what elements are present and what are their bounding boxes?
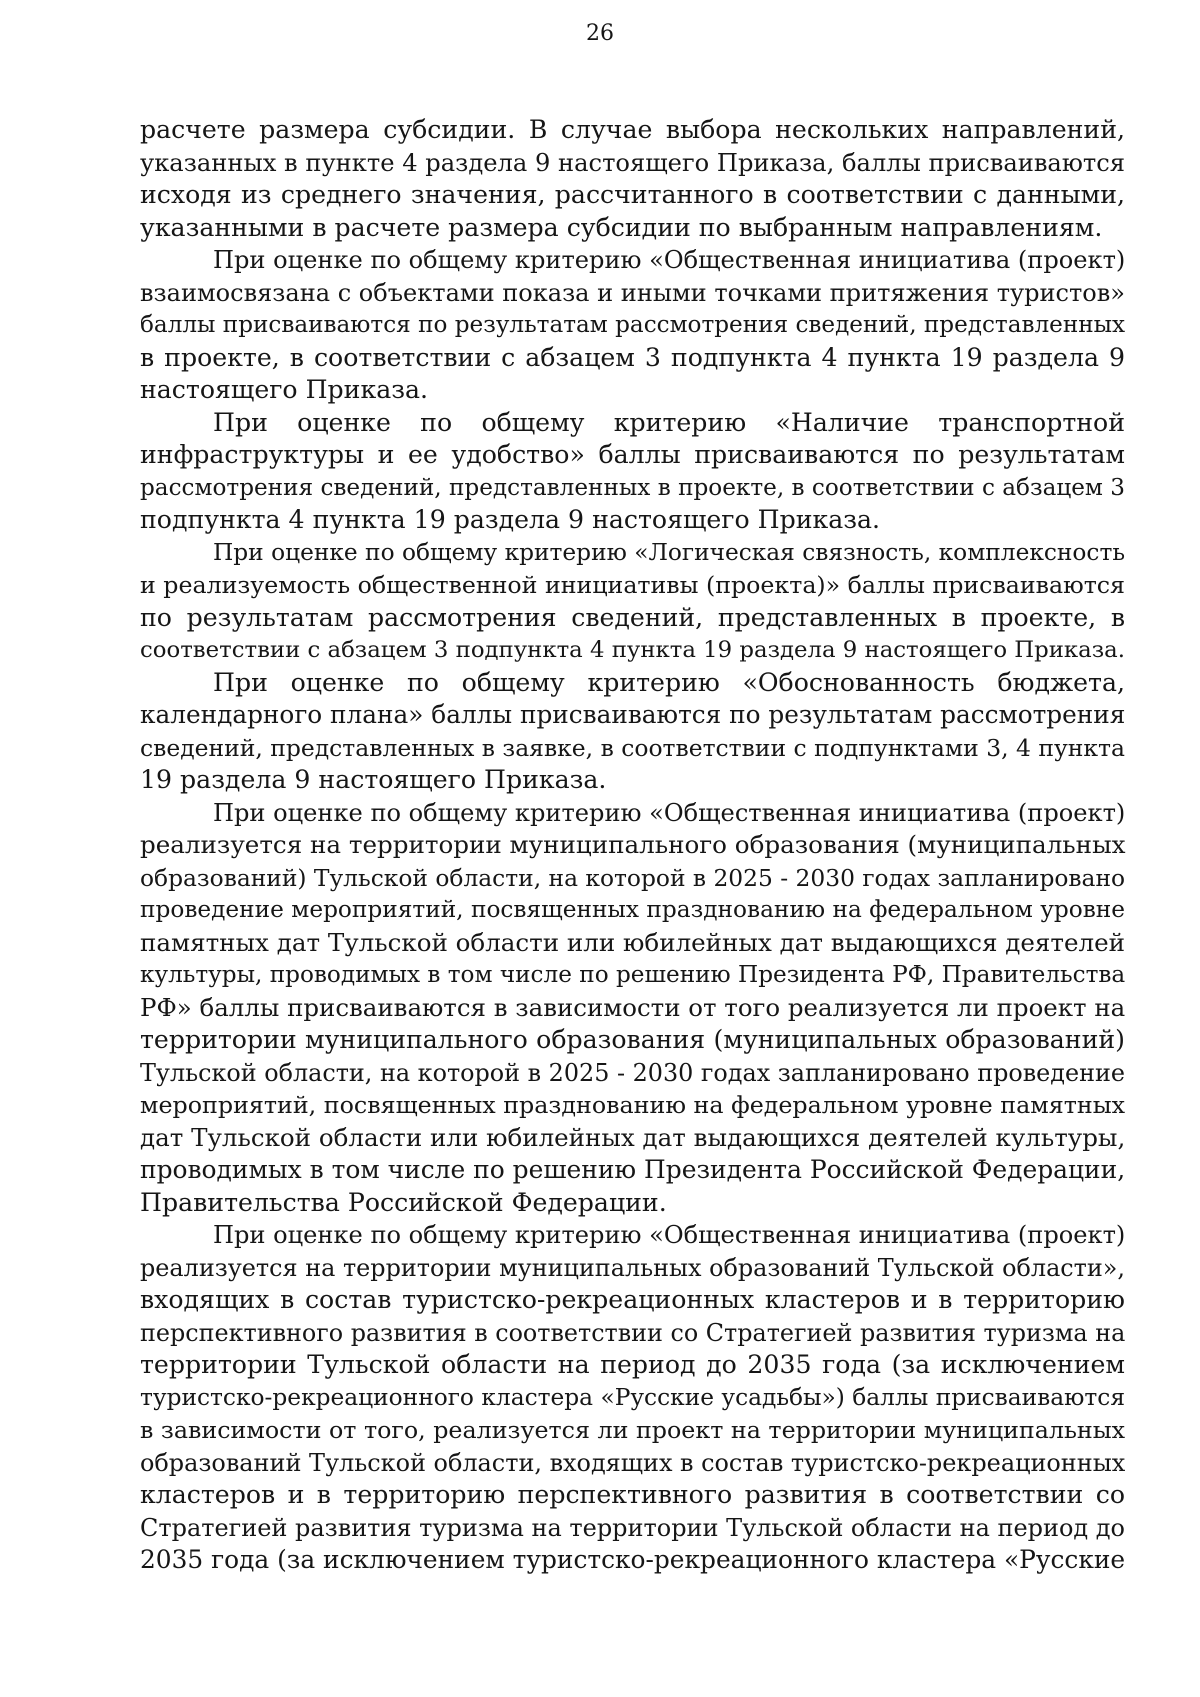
text-line: 19 раздела 9 настоящего Приказа. [140,765,607,794]
text-line: 2035 года (за исключением туристско-рекреационного кластера «Русские [140,1545,1126,1574]
text-line: перспективного развития в соответствии со Стратегией развития туризма на [140,1318,1126,1347]
text-line: проведение мероприятий, посвященных празднованию на федеральном уровне [140,896,1125,923]
text-line: мероприятий, посвященных празднованию на федеральном уровне памятных [140,1091,1125,1119]
text-line: РФ» баллы присваиваются в зависимости от того реализуется ли проект на [140,992,1126,1022]
text-line: подпункта 4 пункта 19 раздела 9 настоящего Приказа. [140,505,881,534]
text-line: При оценке по общему критерию «Общественная инициатива (проект) [213,1221,1126,1249]
text-line: указанных в пункте 4 раздела 9 настоящего Приказа, баллы присваиваются [140,148,1125,177]
text-line: в зависимости от того, реализуется ли проект на территории муниципальных [140,1416,1126,1444]
text-line: расчете размера субсидии. В случае выбора нескольких направлений, [140,115,1125,144]
text-line: соответствии с абзацем 3 подпункта 4 пункта 19 раздела 9 настоящего Приказа. [140,637,1125,663]
text-line: памятных дат Тульской области или юбилейных дат выдающихся деятелей [140,927,1125,957]
text-line: реализуется на территории муниципальных образований Тульской области», [140,1253,1125,1282]
text-line: сведений, представленных в заявке, в соответствии с подпунктами 3, 4 пункта [140,733,1125,762]
text-line: проводимых в том числе по решению Президента Российской Федерации, [140,1155,1126,1184]
text-line: образований Тульской области, входящих в состав туристско-рекреационных [140,1448,1126,1477]
text-line: территории Тульской области на период до 2035 года (за исключением [140,1350,1125,1379]
text-line: При оценке по общему критерию «Общественная инициатива (проект) [213,798,1126,827]
text-line: кластеров и в территорию перспективного развития в соответствии со [140,1480,1125,1509]
text-line: Стратегией развития туризма на территории Тульской области на период до [140,1513,1125,1542]
text-line: настоящего Приказа. [140,375,428,404]
text-line: При оценке по общему критерию «Общественная инициатива (проект) [213,246,1126,274]
text-line: Правительства Российской Федерации. [140,1187,667,1217]
text-line: исходя из среднего значения, рассчитанного в соответствии с данными, [140,180,1125,209]
text-line: взаимосвязана с объектами показа и иными точками притяжения туристов» [140,278,1125,307]
text-line: Тульской области, на которой в 2025 - 2030 годах запланировано проведение [140,1058,1126,1087]
text-line: входящих в состав туристско-рекреационных кластеров и в территорию [140,1285,1125,1314]
text-line: При оценке по общему критерию «Логическая связность, комплексность [213,538,1125,566]
text-line: в проекте, в соответствии с абзацем 3 подпункта 4 пункта 19 раздела 9 [140,342,1125,372]
text-line: При оценке по общему критерию «Обоснованность бюджета, [213,667,1125,697]
text-line: территории муниципального образования (муниципальных образований) [140,1025,1125,1054]
text-line: туристско-рекреационного кластера «Русские усадьбы») баллы присваиваются [140,1383,1126,1411]
text-line: культуры, проводимых в том числе по решению Президента РФ, Правительства [140,962,1126,988]
text-line: и реализуемость общественной инициативы (проекта)» баллы присваиваются [140,571,1125,599]
text-line: При оценке по общему критерию «Наличие транспортной [213,407,1125,437]
text-line: календарного плана» баллы присваиваются по результатам рассмотрения [140,700,1126,729]
text-line: по результатам рассмотрения сведений, представленных в проекте, в [140,602,1125,632]
document-body [140,114,1125,1577]
page-number: 26 [586,21,614,46]
text-line: образований) Тульской области, на которой в 2025 - 2030 годах запланировано [140,863,1126,892]
text-line: указанными в расчете размера субсидии по выбранным направлениям. [140,212,1103,242]
text-line: реализуется на территории муниципального образования (муниципальных [140,830,1126,859]
text-line: рассмотрения сведений, представленных в проекте, в соответствии с абзацем 3 [140,474,1125,501]
text-line: баллы присваиваются по результатам рассмотрения сведений, представленных [140,312,1126,338]
text-line: дат Тульской области или юбилейных дат выдающихся деятелей культуры, [140,1122,1126,1152]
text-line: инфраструктуры и ее удобство» баллы присваиваются по результатам [140,440,1125,469]
